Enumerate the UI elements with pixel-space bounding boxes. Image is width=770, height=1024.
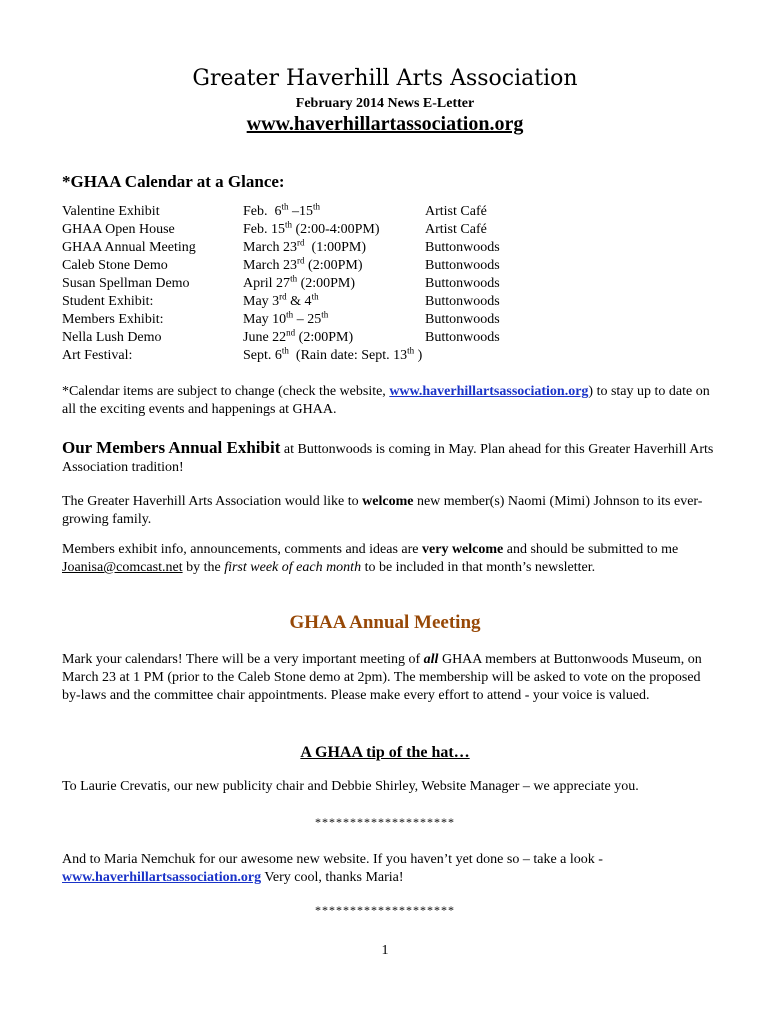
annual-meeting-heading: GHAA Annual Meeting xyxy=(289,612,481,633)
calendar-event: GHAA Annual Meeting xyxy=(62,240,196,255)
calendar-location: Buttonwoods xyxy=(425,294,500,309)
separator: ******************** xyxy=(315,903,455,917)
calendar-date: March 23rd (1:00PM) xyxy=(243,237,366,255)
members-exhibit-paragraph: Our Members Annual Exhibit at Buttonwoods is coming in May. Plan ahead for this Greater Haverhill Arts Association tradition! xyxy=(62,438,714,475)
calendar-row xyxy=(0,273,770,294)
separator: ******************** xyxy=(315,815,455,829)
calendar-note-link[interactable]: www.haverhillartsassociation.org xyxy=(389,384,589,399)
calendar-row xyxy=(0,291,770,312)
calendar-location: Artist Café xyxy=(425,204,487,219)
calendar-row xyxy=(0,237,770,258)
calendar-date: Sept. 6th (Rain date: Sept. 13th ) xyxy=(243,345,423,363)
website-link[interactable]: www.haverhillartsassociation.org xyxy=(62,870,262,885)
calendar-heading: *GHAA Calendar at a Glance: xyxy=(62,172,285,191)
calendar-row xyxy=(0,201,770,222)
calendar-date: May 3rd & 4th xyxy=(243,291,319,309)
calendar-note: *Calendar items are subject to change (check the website, www.haverhillartsassociation.org) to stay up to date on all the exciting events and happenings at GHAA. xyxy=(62,384,710,417)
calendar-date: March 23rd (2:00PM) xyxy=(243,255,363,273)
calendar-event: Nella Lush Demo xyxy=(62,330,162,345)
members-exhibit-lead: Our Members Annual Exhibit xyxy=(62,438,281,457)
calendar-date: Feb. 15th (2:00-4:00PM) xyxy=(243,219,380,237)
calendar-event: Student Exhibit: xyxy=(62,294,154,309)
newsletter-subtitle: February 2014 News E-Letter xyxy=(295,96,475,111)
calendar-location: Buttonwoods xyxy=(425,240,500,255)
calendar-event: Art Festival: xyxy=(62,348,133,363)
calendar-location: Buttonwoods xyxy=(425,312,500,327)
calendar-event: Members Exhibit: xyxy=(62,312,164,327)
page-number: 1 xyxy=(381,943,389,958)
annual-meeting-paragraph: Mark your calendars! There will be a very important meeting of all GHAA members at Buttonwoods Museum, on March 23 at 1 PM (prior to the Caleb Stone demo at 2pm). The membership will be asked to vote on the proposed by-laws and the committee chair appointments. Please make every effort to attend - your voice is valued. xyxy=(62,652,702,703)
submissions-paragraph: Members exhibit info, announcements, comments and ideas are very welcome and should be submitted to me Joanisa@comcast.net by the first week of each month to be included in that month’s newsletter. xyxy=(62,542,679,575)
tip-heading: A GHAA tip of the hat… xyxy=(300,744,470,761)
calendar-event: Caleb Stone Demo xyxy=(62,258,168,273)
calendar-row xyxy=(0,219,770,240)
calendar-row xyxy=(0,255,770,276)
calendar-date: May 10th – 25th xyxy=(243,309,329,327)
welcome-paragraph: The Greater Haverhill Arts Association would like to welcome new member(s) Naomi (Mimi) Johnson to its ever-growing family. xyxy=(62,494,703,527)
calendar-location: Buttonwoods xyxy=(425,330,500,345)
calendar-row xyxy=(0,345,770,366)
calendar-event: GHAA Open House xyxy=(62,222,175,237)
calendar-location: Artist Café xyxy=(425,222,487,237)
calendar-location: Buttonwoods xyxy=(425,276,500,291)
header-website-link[interactable]: www.haverhillartassociation.org xyxy=(246,113,524,135)
newsletter-title: Greater Haverhill Arts Association xyxy=(192,66,578,91)
tip-thanks-paragraph: To Laurie Crevatis, our new publicity chair and Debbie Shirley, Website Manager – we appreciate you. xyxy=(62,779,639,794)
calendar-event: Valentine Exhibit xyxy=(62,204,160,219)
tip-thanks-website-paragraph: And to Maria Nemchuk for our awesome new website. If you haven’t yet done so – take a look - www.haverhillartsassociation.org Very cool, thanks Maria! xyxy=(62,852,603,885)
calendar-event: Susan Spellman Demo xyxy=(62,276,190,291)
calendar-date: June 22nd (2:00PM) xyxy=(243,327,354,345)
calendar-date: Feb. 6th –15th xyxy=(243,201,321,219)
calendar-row xyxy=(0,309,770,330)
calendar-date: April 27th (2:00PM) xyxy=(243,273,356,291)
contact-email-link[interactable]: Joanisa@comcast.net xyxy=(62,560,183,575)
calendar-location: Buttonwoods xyxy=(425,258,500,273)
calendar-row xyxy=(0,327,770,348)
